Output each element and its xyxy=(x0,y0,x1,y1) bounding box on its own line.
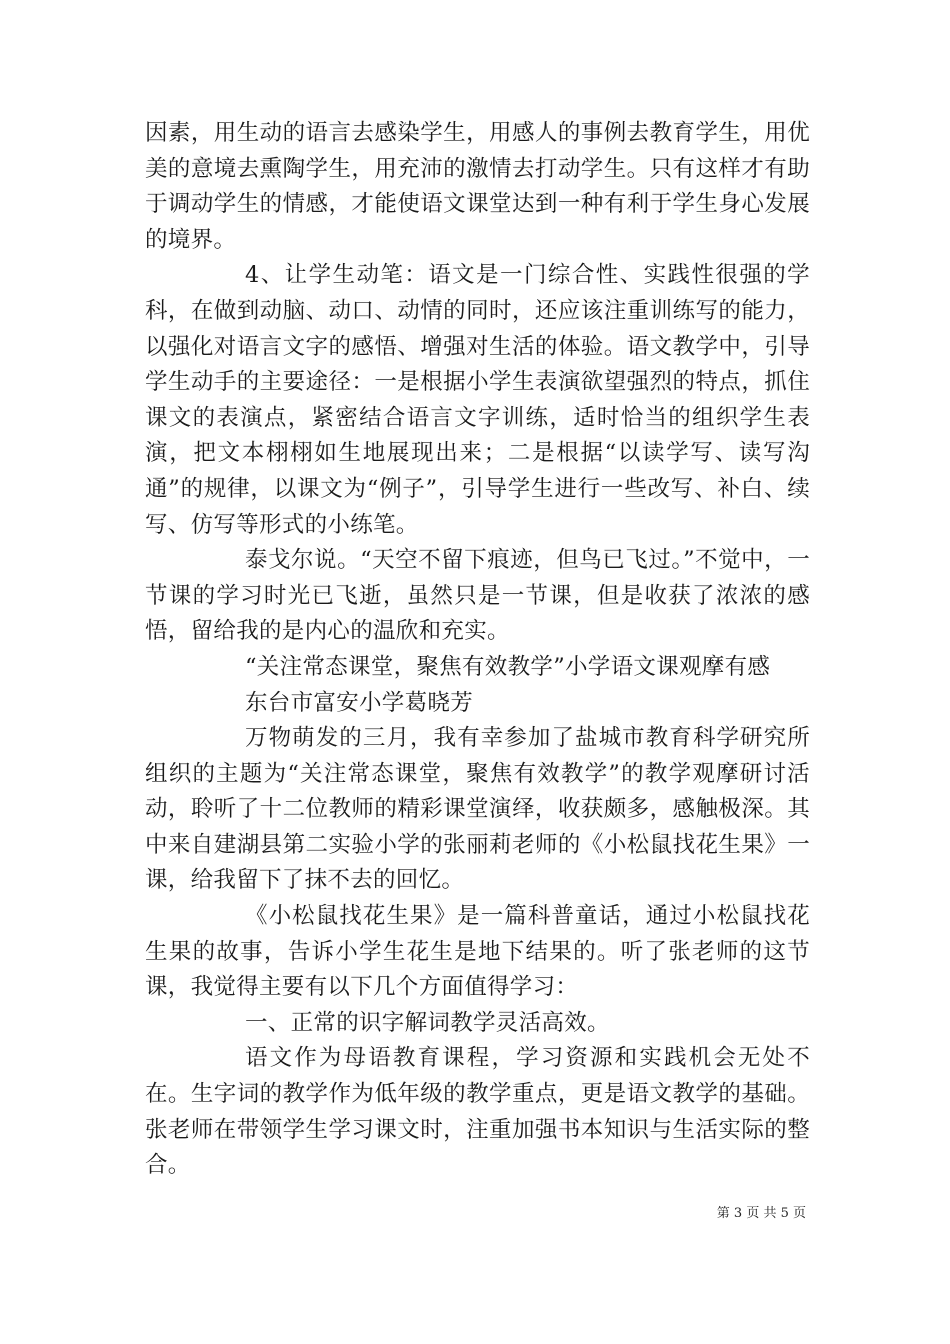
paragraph-1: 因素，用生动的语言去感染学生，用感人的事例去教育学生，用优美的意境去熏陶学生，用充沛的激情去打动学生。只有这样才有助于调动学生的情感，才能使语文课堂达到一种有利于学生身心发展的境界。 xyxy=(145,120,810,253)
article-author: 东台市富安小学葛晓芳 xyxy=(245,689,474,716)
body-text xyxy=(145,116,810,1184)
paragraph-7: 《小松鼠找花生果》是一篇科普童话，通过小松鼠找花生果的故事，告诉小学生花生是地下结果的。听了张老师的这节课，我觉得主要有以下几个方面值得学习： xyxy=(145,903,810,1001)
section-heading: 一、正常的识字解词教学灵活高效。 xyxy=(245,1009,610,1036)
paragraph-3: 泰戈尔说。“天空不留下痕迹，但鸟已飞过。”不觉中，一节课的学习时光已飞逝，虽然只是一节课，但是收获了浓浓的感悟，留给我的是内心的温欣和充实。 xyxy=(145,547,810,645)
page-number: 第 3 页 共 5 页 xyxy=(716,1206,806,1221)
paragraph-9: 语文作为母语教育课程，学习资源和实践机会无处不在。生字词的教学作为低年级的教学重点，更是语文教学的基础。张老师在带领学生学习课文时，注重加强书本知识与生活实际的整合。 xyxy=(145,1045,810,1179)
paragraph-2: 4、让学生动笔：语文是一门综合性、实践性很强的学科，在做到动脑、动口、动情的同时，还应该注重训练写的能力，以强化对语言文字的感悟、增强对生活的体验。语文教学中，引导学生动手的主要途径：一是根据小学生表演欲望强烈的特点，抓住课文的表演点，紧密结合语言文字训练，适时恰当的组织学生表演，把文本栩栩如生地展现出来；二是根据“以读学写、读写沟通”的规律，以课文为“例子”，引导学生进行一些改写、补白、续写、仿写等形式的小练笔。 xyxy=(145,262,810,538)
paragraph-6: 万物萌发的三月，我有幸参加了盐城市教育科学研究所组织的主题为“关注常态课堂，聚焦有效教学”的教学观摩研讨活动，聆听了十二位教师的精彩课堂演绎，收获颇多，感触极深。其中来自建湖县第二实验小学的张丽莉老师的《小松鼠找花生果》一课，给我留下了抹不去的回忆。 xyxy=(145,725,810,894)
article-title: “关注常态课堂，聚焦有效教学”小学语文课观摩有感 xyxy=(245,653,771,680)
